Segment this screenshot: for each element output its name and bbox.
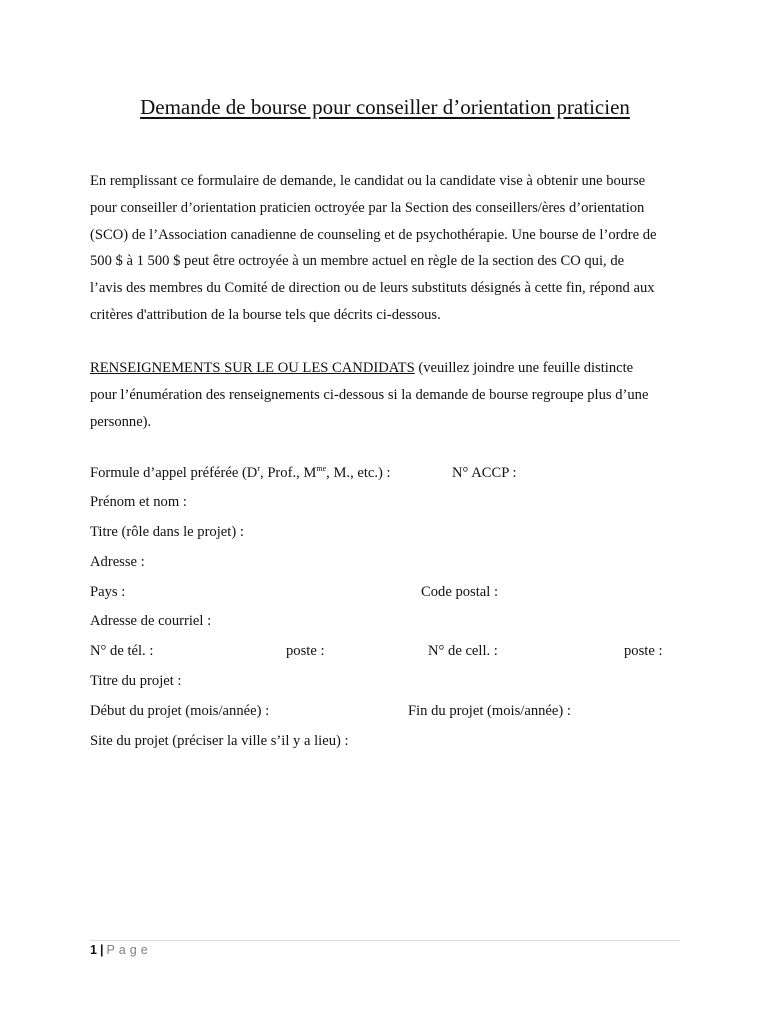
- intro-line: (SCO) de l’Association canadienne de counseling et de psychothérapie. Une bourse de l’ordre de: [90, 226, 657, 243]
- section-line: personne).: [90, 413, 152, 430]
- page-footer: [90, 943, 152, 957]
- postal-code-label: Code postal :: [421, 584, 499, 600]
- email-label: Adresse de courriel :: [90, 613, 212, 629]
- form-row-project-site: [0, 733, 770, 755]
- cell-label: N° de cell. :: [428, 643, 498, 659]
- address-label: Adresse :: [90, 554, 145, 570]
- phone-ext-label: poste :: [286, 643, 325, 659]
- intro-line: critères d'attribution de la bourse tels que décrits ci-dessous.: [90, 306, 441, 323]
- project-end-label: Fin du projet (mois/année) :: [408, 703, 571, 719]
- form-row-address: [0, 554, 770, 576]
- form-row-name: [0, 494, 770, 516]
- salutation-label: Formule d’appel préférée ($D^r$, Prof., $M^{me}$, M., etc.) :: [90, 464, 391, 481]
- intro-line: pour conseiller d’orientation praticien octroyée par la Section des conseillers/ères d’orientation: [90, 199, 645, 216]
- form-row-project-title: [0, 673, 770, 695]
- intro-line: En remplissant ce formulaire de demande, le candidat ou la candidate vise à obtenir une bourse: [90, 173, 646, 189]
- page-number: 1: [90, 943, 97, 957]
- country-label: Pays :: [90, 584, 126, 600]
- role-label: Titre (rôle dans le projet) :: [90, 524, 244, 540]
- project-title-label: Titre du projet :: [90, 673, 182, 689]
- section-line: [90, 355, 690, 382]
- footer-divider: [90, 940, 680, 941]
- form-row-email: [0, 613, 770, 635]
- intro-line: l’avis des membres du Comité de direction ou de leurs substituts désignés à cette fin, répond aux: [90, 280, 655, 297]
- section-paragraph: [90, 355, 690, 435]
- form-row-salutation: [0, 465, 770, 487]
- phone-label: N° de tél. :: [90, 643, 154, 659]
- section-line: pour l’énumération des renseignements ci-dessous si la demande de bourse regroupe plus d’une: [90, 386, 649, 403]
- intro-paragraph: [90, 168, 690, 329]
- accp-number-label: N° ACCP :: [452, 465, 517, 481]
- form-row-project-dates: [0, 703, 770, 725]
- project-site-label: Site du projet (préciser la ville s’il y a lieu) :: [90, 733, 349, 749]
- project-start-label: Début du projet (mois/année) :: [90, 703, 270, 719]
- footer-separator: |: [99, 943, 104, 957]
- intro-line: 500 $ à 1 500 $ peut être octroyée à un membre actuel en règle de la section des CO qui, de: [90, 253, 625, 270]
- name-label: Prénom et nom :: [90, 494, 187, 510]
- form-row-role: [0, 524, 770, 546]
- form-row-country: [0, 584, 770, 606]
- section-note: (veuillez joindre une feuille distincte: [414, 360, 634, 376]
- section-heading: RENSEIGNEMENTS SUR LE OU LES CANDIDATS: [90, 360, 415, 376]
- document-title: Demande de bourse pour conseiller d’orientation praticien: [140, 95, 630, 119]
- cell-ext-label: poste :: [624, 643, 663, 659]
- form-row-phone: [0, 643, 770, 665]
- page-label: Page: [106, 943, 152, 957]
